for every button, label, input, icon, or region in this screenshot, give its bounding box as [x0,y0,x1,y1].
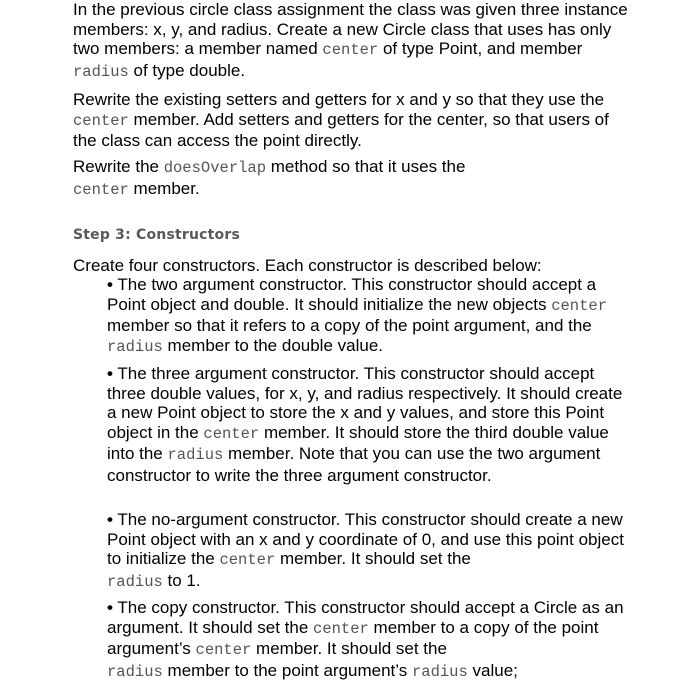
text: member to the point argument’s [162,660,412,680]
text: member so that it refers to a copy of the point argument, and the [107,316,592,336]
list-item-two-argument-constructor [107,275,627,357]
text: In the previous circle class assignment the class was given three instance members: x, y, and radius. Create a new Circle class that uses has only two members: a member named [73,0,628,59]
paragraph-setters-getters [73,90,633,151]
text: to 1. [162,570,201,590]
paragraph-circle-class [73,0,633,82]
code-center: center [203,424,260,443]
list-item-three-argument-constructor [107,364,627,486]
text: member. It should set the [251,639,447,659]
code-radius: radius [107,662,163,681]
text: The two argument constructor. This constructor should accept a Point object and double. It should initialize the new objects [107,275,597,314]
text: The three argument constructor. This constructor should accept three double values, for x, y, and radius respectively. It should create a new Point object to store the x and y values, and store this Point object in the [107,364,623,442]
text: Rewrite the existing setters and getters for x and y so that they use the [73,90,605,109]
list-item-copy-constructor [107,598,627,682]
text: member to a copy of the point argument’s [107,617,599,659]
code-radius: radius [73,62,129,81]
text: member. [128,178,200,198]
text: The copy constructor. This constructor should accept a Circle as an argument. It should set the [107,598,624,637]
code-center: center [73,180,129,199]
section-heading-step-3: Step 3: Constructors [73,227,240,243]
text: member to the double value. [162,335,383,355]
paragraph-does-overlap [73,157,633,200]
code-radius: radius [107,337,163,356]
bullet-icon: • [107,510,113,529]
text: member. Note that you can use the two argument constructor to write the three argument constructor. [107,444,601,485]
code-radius: radius [411,662,468,681]
code-center: center [195,641,252,660]
text: of type double. [128,60,246,80]
text: member. It should set the [275,549,471,569]
code-center: center [551,296,607,315]
code-center: center [322,41,379,60]
text: The no-argument constructor. This constructor should create a new Point object with an x and y coordinate of 0, and use this point object to initialize the [107,510,624,569]
paragraph-constructors-intro: Create four constructors. Each constructor is described below: [73,256,542,275]
text: member. It should store the third double value into the [107,422,609,464]
text: method so that it uses the [266,157,466,176]
list-item-no-argument-constructor [107,510,627,592]
text: of type Point, and member [378,39,583,59]
code-center: center [219,551,276,570]
text: member. Add setters and getters for the center, so that users of the class can access the point directly. [73,109,609,151]
bullet-icon: • [107,364,113,383]
bullet-icon: • [107,275,113,294]
text: Rewrite the [73,157,164,176]
bullet-icon: • [107,598,113,617]
code-does-overlap: doesOverlap [163,159,267,177]
text: value; [467,660,518,680]
code-center: center [313,619,369,638]
code-center: center [73,111,129,130]
code-radius: radius [107,572,163,591]
code-radius: radius [167,446,224,465]
